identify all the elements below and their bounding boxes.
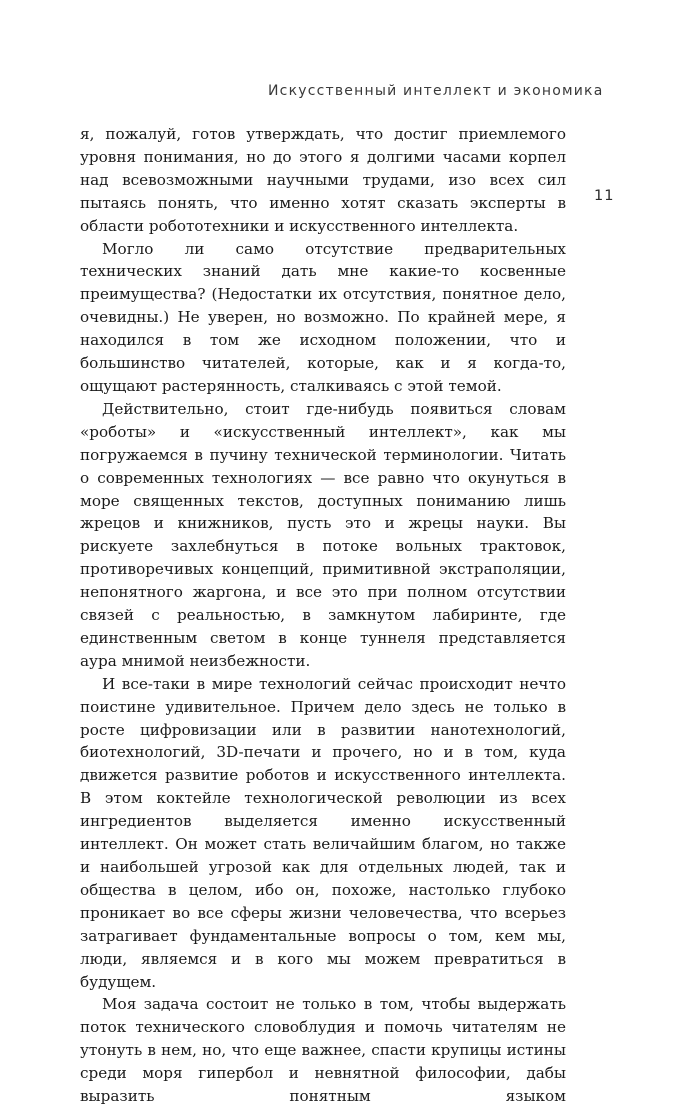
body-text xyxy=(80,123,566,1108)
paragraph: Действительно, стоит где-нибудь появиться словам «роботы» и «искусственный интеллект», как мы погружаемся в пучину технической терминологии. Читать о современных технологиях — все равно что окунуться в море священных текстов, доступных пониманию лишь жрецов и книжников, пусть это и жрецы науки. Вы рискуете захлебнуться в потоке вольных трактовок, противоречивых концепций, примитивной экстраполяции, непонятного жаргона, и все это при полном отсутствии связей с реальностью, в замкнутом лабиринте, где единственным светом в конце туннеля представляется аура мнимой неизбежности. xyxy=(80,399,566,670)
paragraph: Моя задача состоит не только в том, чтобы выдержать поток технического словоблудия и помочь читателям не утонуть в нем, но, что еще важнее, спасти крупицы истины среди моря гипербол и невнятной философии, дабы выразить понятным языком xyxy=(80,995,566,1106)
page-number: 11 xyxy=(594,188,615,204)
paragraph: я, пожалуй, готов утверждать, что достиг приемлемого уровня понимания, но до этого я долгими часами корпел над всевозможными научными трудами, изо всех сил пытаясь понять, что именно хотят сказать эксперты в области робототехники и искусственного интеллекта. xyxy=(80,125,566,235)
paragraph: И все-таки в мире технологий сейчас происходит нечто поистине удивительное. Причем дело здесь не только в росте цифровизации или в развитии нанотехнологий, биотехнологий, 3D-печати и прочего, но и в том, куда движется развитие роботов и искусственного интеллекта. В этом коктейле технологической революции из всех ингредиентов выделяется именно искусственный интеллект. Он может стать величайшим благом, но также и наибольшей угрозой как для отдельных людей, так и общества в целом, ибо он, похоже, настолько глубоко проникает во все сферы жизни человечества, что всерьез затрагивает фундаментальные вопросы о том, кем мы, люди, являемся и в кого мы можем превратиться в будущем. xyxy=(80,674,566,991)
running-header: Искусственный интеллект и экономика xyxy=(268,83,604,99)
paragraph: Могло ли само отсутствие предварительных технических знаний дать мне какие-то косвенные преимущества? (Недостатки их отсутствия, понятное дело, очевидны.) Не уверен, но возможно. По крайней мере, я находился в том же исходном положении, что и большинство читателей, которые, как и я когда-то, ощущают растерянность, сталкиваясь с этой темой. xyxy=(80,239,566,395)
